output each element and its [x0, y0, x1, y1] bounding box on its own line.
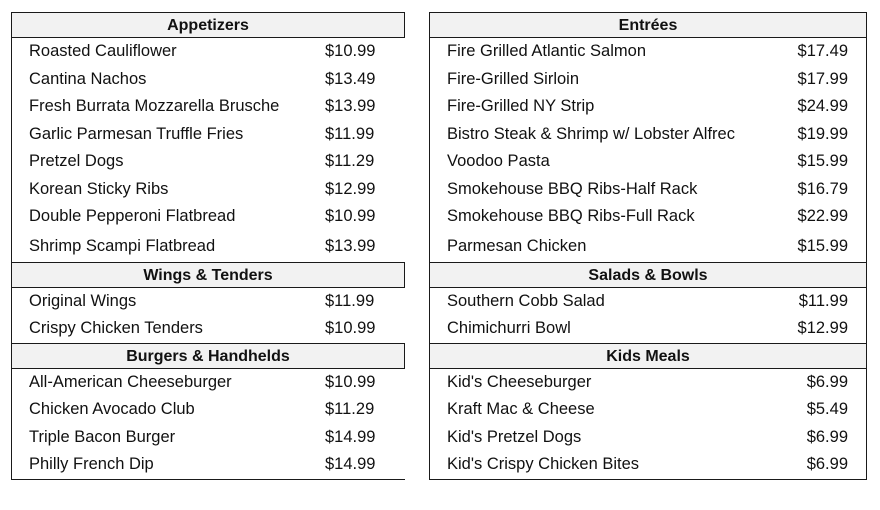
item-price: $11.29: [325, 152, 375, 170]
item-name: Smokehouse BBQ Ribs-Half Rack: [447, 179, 698, 198]
item-name: Pretzel Dogs: [29, 152, 124, 170]
menu-item: [12, 231, 405, 262]
item-name: Fire-Grilled Sirloin: [447, 69, 580, 88]
item-name: Korean Sticky Ribs: [29, 179, 169, 198]
menu-item: [12, 451, 405, 479]
item-name: Kid's Pretzel Dogs: [447, 427, 582, 446]
menu-item: [12, 38, 405, 66]
item-name: Cantina Nachos: [29, 69, 147, 88]
item-name: All-American Cheeseburger: [29, 372, 232, 391]
item-price: $22.99: [797, 207, 848, 225]
item-name: Original Wings: [29, 291, 137, 310]
section-appetizers: [11, 12, 405, 262]
item-name: Kid's Cheeseburger: [447, 372, 592, 391]
menu-left-column: [11, 12, 405, 480]
item-price: $16.79: [797, 179, 848, 198]
section-burgers-handhelds: [11, 343, 405, 480]
item-name: Chicken Avocado Club: [29, 400, 195, 418]
item-price: $11.99: [325, 291, 375, 310]
item-name: Double Pepperoni Flatbread: [29, 207, 236, 225]
menu-item: [430, 148, 866, 176]
menu-item: [430, 315, 866, 343]
section-body-entrees: [429, 38, 867, 262]
item-name: Chimichurri Bowl: [447, 319, 571, 337]
item-price: $14.99: [325, 455, 376, 473]
menu-item: [12, 288, 405, 316]
section-header-appetizers: Appetizers: [11, 12, 405, 38]
item-price: $12.99: [325, 179, 376, 198]
item-price: $13.99: [325, 236, 376, 255]
menu-item: [12, 176, 405, 204]
section-header-kids-meals: Kids Meals: [429, 343, 867, 369]
item-price: $19.99: [797, 124, 848, 143]
menu-item: [430, 451, 866, 479]
section-header-salads-bowls: Salads & Bowls: [429, 262, 867, 288]
section-body-wings-tenders: [11, 288, 405, 343]
item-price: $5.49: [806, 400, 848, 418]
menu-item: [430, 93, 866, 121]
menu-item: [12, 396, 405, 424]
section-wings-tenders: [11, 262, 405, 343]
menu-item: [430, 203, 866, 231]
item-name: Fire-Grilled NY Strip: [447, 97, 595, 115]
section-entrees: [429, 12, 867, 262]
section-body-burgers-handhelds: [11, 369, 405, 480]
item-price: $17.99: [797, 69, 848, 88]
menu-item: [12, 148, 405, 176]
section-kids-meals: [429, 343, 867, 480]
menu-item: [430, 288, 866, 316]
menu-item: [12, 203, 405, 231]
item-name: Bistro Steak & Shrimp w/ Lobster Alfrec: [447, 124, 735, 143]
menu-item: [430, 176, 866, 204]
item-price: $6.99: [806, 372, 848, 391]
item-name: Fresh Burrata Mozzarella Brusche: [29, 97, 280, 115]
item-price: $14.99: [325, 427, 376, 446]
menu-item: [12, 66, 405, 94]
item-name: Parmesan Chicken: [447, 236, 587, 255]
item-name: Garlic Parmesan Truffle Fries: [29, 124, 244, 143]
section-body-appetizers: [11, 38, 405, 262]
item-name: Fire Grilled Atlantic Salmon: [447, 42, 646, 60]
menu-item: [430, 396, 866, 424]
item-price: $6.99: [806, 455, 848, 473]
item-name: Southern Cobb Salad: [447, 291, 605, 310]
menu-item: [430, 38, 866, 66]
menu-item: [12, 369, 405, 397]
item-price: $6.99: [806, 427, 848, 446]
item-name: Shrimp Scampi Flatbread: [29, 236, 216, 255]
item-name: Kraft Mac & Cheese: [447, 400, 595, 418]
item-price: $24.99: [797, 97, 848, 115]
item-price: $10.99: [325, 372, 376, 391]
menu-right-column: [429, 12, 867, 480]
item-name: Crispy Chicken Tenders: [29, 319, 203, 337]
menu-item: [430, 231, 866, 262]
item-price: $10.99: [325, 319, 376, 337]
item-price: $11.99: [798, 291, 848, 310]
menu-item: [430, 66, 866, 94]
item-price: $15.99: [797, 152, 848, 170]
section-header-entrees: Entrées: [429, 12, 867, 38]
item-name: Philly French Dip: [29, 455, 154, 473]
item-name: Voodoo Pasta: [447, 152, 550, 170]
item-price: $17.49: [797, 42, 848, 60]
section-body-salads-bowls: [429, 288, 867, 343]
item-price: $15.99: [797, 236, 848, 255]
menu-item: [430, 121, 866, 149]
menu-item: [12, 315, 405, 343]
item-name: Kid's Crispy Chicken Bites: [447, 455, 640, 473]
menu-item: [430, 369, 866, 397]
item-name: Roasted Cauliflower: [29, 42, 177, 60]
item-price: $13.99: [325, 97, 376, 115]
item-price: $12.99: [797, 319, 848, 337]
section-header-wings-tenders: Wings & Tenders: [11, 262, 405, 288]
item-price: $10.99: [325, 207, 376, 225]
menu-item: [12, 424, 405, 452]
section-header-burgers-handhelds: Burgers & Handhelds: [11, 343, 405, 369]
menu-item: [430, 424, 866, 452]
item-name: Smokehouse BBQ Ribs-Full Rack: [447, 207, 695, 225]
item-price: $11.29: [325, 400, 375, 418]
item-price: $10.99: [325, 42, 376, 60]
menu-item: [12, 93, 405, 121]
menu-item: [12, 121, 405, 149]
section-body-kids-meals: [429, 369, 867, 480]
section-salads-bowls: [429, 262, 867, 343]
item-price: $11.99: [325, 124, 375, 143]
item-price: $13.49: [325, 69, 376, 88]
item-name: Triple Bacon Burger: [29, 427, 176, 446]
